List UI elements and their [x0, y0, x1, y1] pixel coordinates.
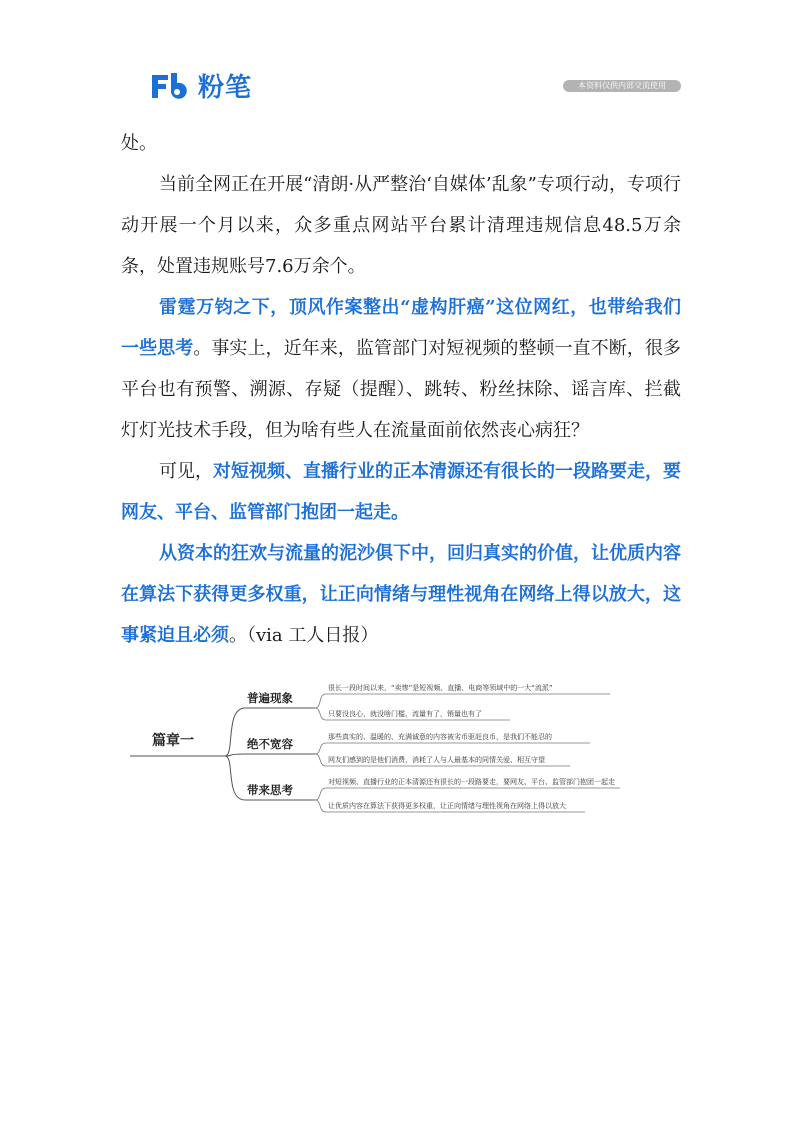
mindmap-branch: 绝不宽容: [247, 737, 293, 751]
mindmap: [130, 680, 630, 830]
paragraph: [121, 287, 681, 451]
mindmap-leaf: 对短视频、直播行业的正本清源还有很长的一段路要走，要网友、平台、监管部门抱团一起走: [328, 778, 615, 786]
page-header: [0, 0, 800, 110]
logo-text: 粉笔: [198, 73, 253, 103]
paragraph: [121, 451, 681, 533]
paragraph-text: 处。: [121, 133, 157, 154]
mindmap-branch: 带来思考: [247, 783, 293, 797]
mindmap-leaf: 网友们感到的是他们消费，消耗了人与人最基本的同情关爱、相互守望: [328, 756, 545, 764]
article-body: [121, 123, 681, 656]
fb-logo-icon: [150, 71, 194, 101]
paragraph-text: 可见，: [159, 461, 213, 482]
mindmap-root: 篇章一: [152, 733, 194, 749]
mindmap-leaf: 让优质内容在算法下获得更多权重，让正向情绪与理性视角在网络上得以放大: [328, 802, 566, 810]
highlighted-text: 对短视频、直播行业的正本清源还有很长的一段路要走，要网友、平台、监管部门抱团一起走。: [121, 461, 681, 523]
paragraph-text: 。（via 工人日报）: [229, 625, 379, 646]
paragraph: [121, 533, 681, 656]
mindmap-leaf: 很长一段时间以来，“卖惨”是短视频、直播、电商等领域中的一大“流派”: [328, 684, 553, 692]
fenbi-logo: [150, 67, 252, 104]
paragraph-text: 。事实上，近年来，监管部门对短视频的整顿一直不断，很多平台也有预警、溯源、存疑（提醒）、跳转、粉丝抹除、谣言库、拦截灯灯光技术手段，但为啥有些人在流量面前依然丧心病狂？: [121, 338, 682, 441]
internal-use-stamp: 本资料仅供内部交流使用: [563, 80, 681, 92]
paragraph: [121, 123, 681, 164]
paragraph: [121, 164, 681, 287]
mindmap-leaf: 只要没良心，就没啥门槛，流量有了，销量也有了: [328, 710, 482, 718]
mindmap-leaf: 那些真实的、温暖的、充满诚意的内容被劣币驱赶良币，是我们不能忍的: [328, 733, 552, 741]
mindmap-branch: 普遍现象: [247, 691, 293, 705]
highlighted-text: 从资本的狂欢与流量的泥沙俱下中，回归真实的价值，让优质内容在算法下获得更多权重，让正向情绪与理性视角在网络上得以放大，这事紧迫且必须: [121, 543, 681, 646]
highlighted-text: 雷霆万钧之下，顶风作案整出“虚构肝癌”这位网红，也带给我们一些思考: [121, 297, 681, 359]
paragraph-text: 当前全网正在开展“清朗·从严整治‘自媒体’乱象”专项行动，专项行动开展一个月以来，众多重点网站平台累计清理违规信息48.5万余条，处置违规账号7.6万余个。: [121, 174, 681, 277]
